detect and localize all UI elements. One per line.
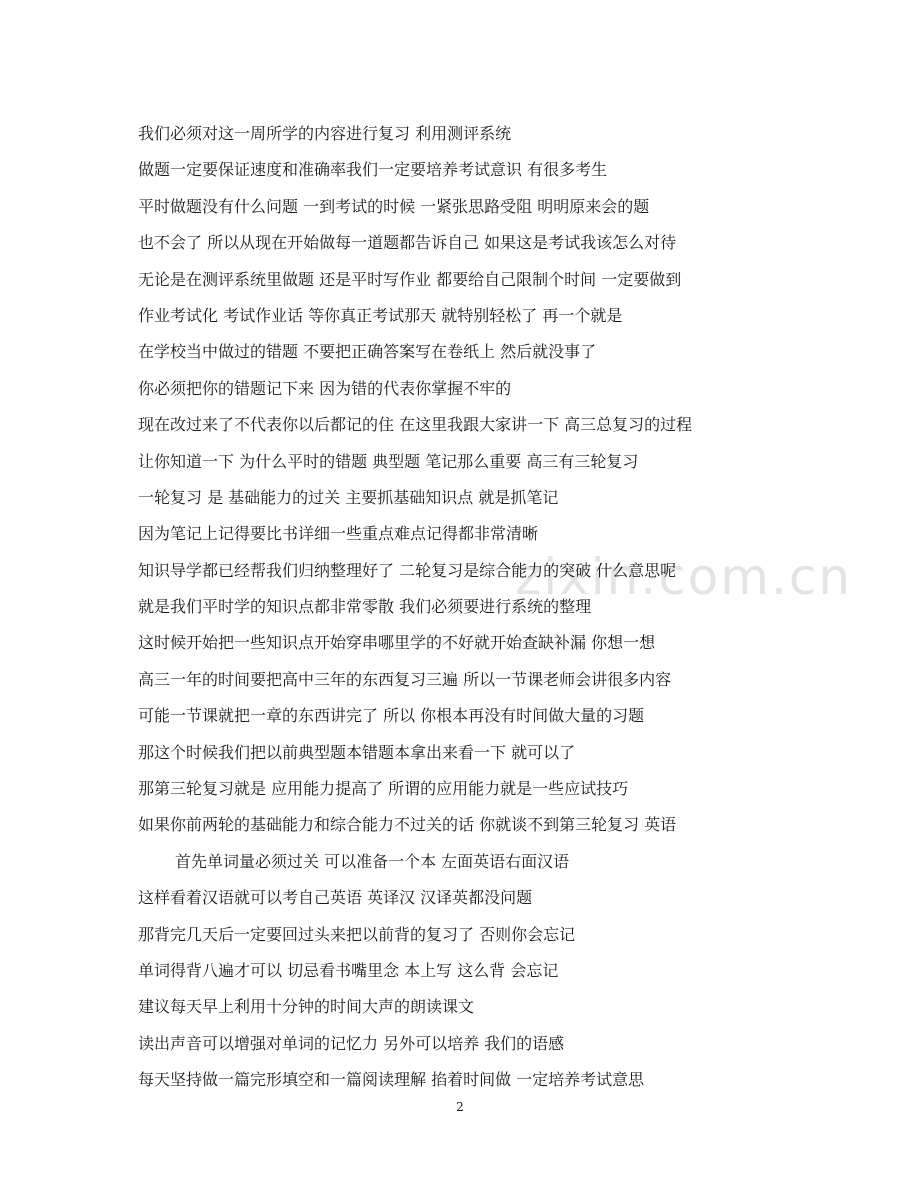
text-line: 因为笔记上记得要比书详细一些重点难点记得都非常清晰 <box>138 524 539 544</box>
text-line: 做题一定要保证速度和准确率我们一定要培养考试意识 有很多考生 <box>138 160 608 180</box>
watermark: zixin.com.cn <box>515 548 853 606</box>
page-number: 2 <box>456 1100 464 1114</box>
text-line: 现在改过来了不代表你以后都记的住 在这里我跟大家讲一下 高三总复习的过程 <box>138 415 693 435</box>
text-line: 作业考试化 考试作业话 等你真正考试那天 就特别轻松了 再一个就是 <box>138 305 623 325</box>
text-line: 可能一节课就把一章的东西讲完了 所以 你根本再没有时间做大量的习题 <box>138 706 645 726</box>
text-line: 这样看着汉语就可以考自己英语 英译汉 汉译英都没问题 <box>138 888 533 908</box>
text-line: 读出声音可以增强对单词的记忆力 另外可以培养 我们的语感 <box>138 1033 565 1053</box>
text-line: 建议每天早上利用十分钟的时间大声的朗读课文 <box>138 997 475 1017</box>
text-line: 这时候开始把一些知识点开始穿串哪里学的不好就开始查缺补漏 你想一想 <box>138 633 656 653</box>
text-line: 在学校当中做过的错题 不要把正确答案写在卷纸上 然后就没事了 <box>138 342 597 362</box>
text-line: 单词得背八遍才可以 切忌看书嘴里念 本上写 这么背 会忘记 <box>138 960 559 980</box>
text-line: 每天坚持做一篇完形填空和一篇阅读理解 掐着时间做 一定培养考试意思 <box>138 1070 645 1090</box>
body-text <box>138 116 798 1099</box>
text-line: 知识导学都已经帮我们归纳整理好了 二轮复习是综合能力的突破 什么意思呢 <box>138 560 677 580</box>
text-line: 也不会了 所以从现在开始做每一道题都告诉自己 如果这是考试我该怎么对待 <box>138 233 677 253</box>
text-line: 一轮复习 是 基础能力的过关 主要抓基础知识点 就是抓笔记 <box>138 487 559 507</box>
text-line: 那第三轮复习就是 应用能力提高了 所谓的应用能力就是一些应试技巧 <box>138 779 629 799</box>
text-line: 如果你前两轮的基础能力和综合能力不过关的话 你就谈不到第三轮复习 英语 <box>138 815 677 835</box>
text-line: 平时做题没有什么问题 一到考试的时候 一紧张思路受阻 明明原来会的题 <box>138 196 650 216</box>
text-line: 那背完几天后一定要回过头来把以前背的复习了 否则你会忘记 <box>138 924 576 944</box>
text-line: 你必须把你的错题记下来 因为错的代表你掌握不牢的 <box>138 378 512 398</box>
text-line: 就是我们平时学的知识点都非常零散 我们必须要进行系统的整理 <box>138 597 592 617</box>
text-line: 高三一年的时间要把高中三年的东西复习三遍 所以一节课老师会讲很多内容 <box>138 669 672 689</box>
text-line: 那这个时候我们把以前典型题本错题本拿出来看一下 就可以了 <box>138 742 576 762</box>
text-line: 无论是在测评系统里做题 还是平时写作业 都要给自己限制个时间 一定要做到 <box>138 269 682 289</box>
text-line: 我们必须对这一周所学的内容进行复习 利用测评系统 <box>138 124 512 143</box>
text-line: 让你知道一下 为什么平时的错题 典型题 笔记那么重要 高三有三轮复习 <box>138 451 639 471</box>
text-line-indented: 首先单词量必须过关 可以准备一个本 左面英语右面汉语 <box>175 851 570 871</box>
